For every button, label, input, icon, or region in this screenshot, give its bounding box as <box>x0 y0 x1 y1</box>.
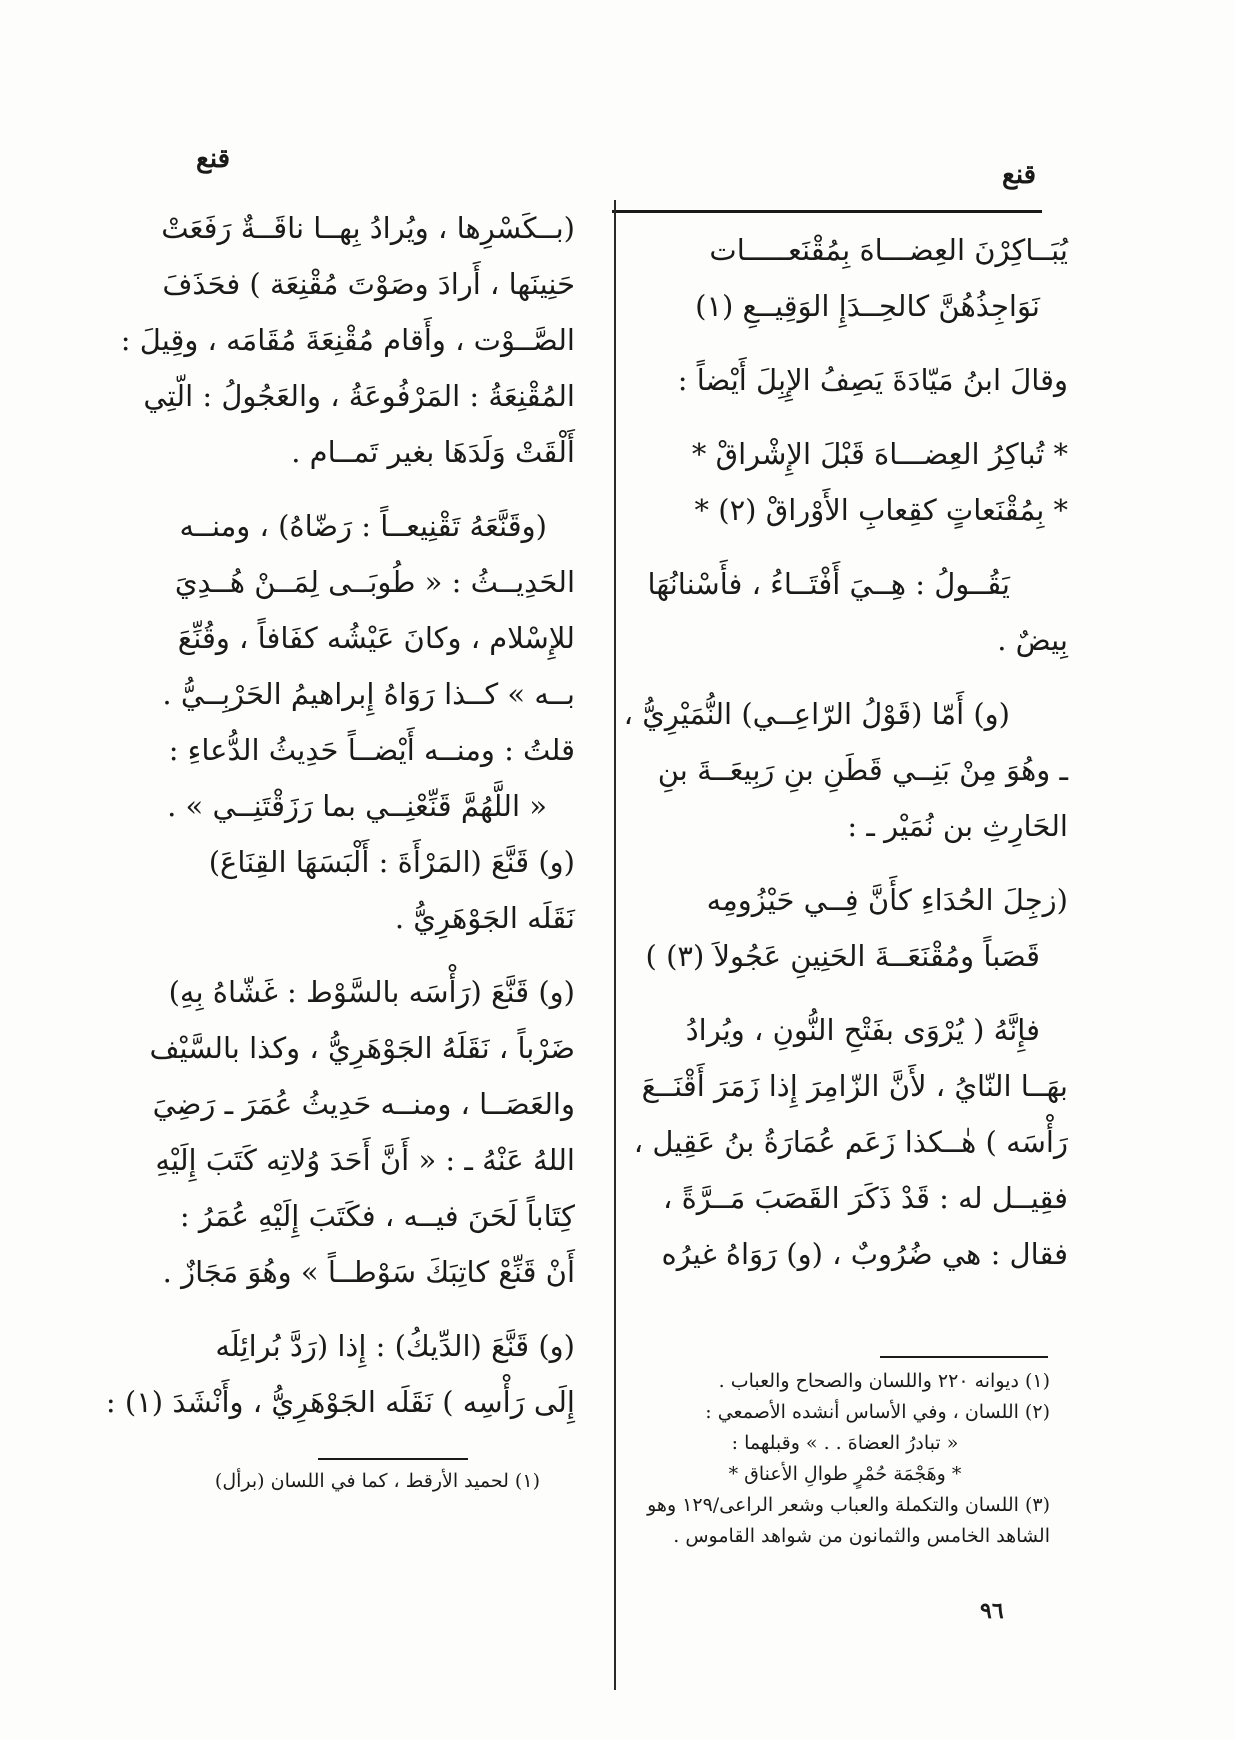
text-line: بــه » كــذا رَوَاهُ إِبراهيمُ الحَرْبِــيُّ . <box>162 677 575 711</box>
text-line: رَأْسَه ) هٰــكذا زَعَم عُمَارَةُ بنُ عَقِيل ، <box>633 1125 1068 1159</box>
footnote-line: (٣) اللسان والتكملة والعباب وشعر الراعى/١٢٩ وهو <box>647 1494 1050 1516</box>
text-line: الحَارِثِ بن نُمَيْر ـ : <box>847 809 1068 843</box>
footnote-line: * وهَجْمَة حُمْرٍ طوالِ الأعناق * <box>728 1463 962 1485</box>
left-footnotes <box>180 1466 540 1497</box>
text-line: فقِيــل له : قَدْ ذَكَرَ القَصَبَ مَــرَّةً ، <box>663 1181 1068 1215</box>
text-line: والعَصَــا ، ومنــه حَدِيثُ عُمَرَ ـ رَضِيَ <box>152 1087 575 1121</box>
footnote-line: الشاهد الخامس والثمانون من شواهد القاموس . <box>673 1525 1050 1547</box>
text-line: اللهُ عَنْهُ ـ : « أَنَّ أَحَدَ وُلاتِه كَتَبَ إِلَيْهِ <box>155 1143 575 1177</box>
footnote-line: (١) ديوانه ٢٢٠ واللسان والصحاح والعباب . <box>718 1370 1050 1392</box>
right-footnotes <box>640 1366 1050 1552</box>
header-rule <box>612 210 1042 213</box>
text-line: الحَدِيــثُ : « طُوبَــى لِمَــنْ هُــدِيَ <box>174 565 575 599</box>
left-column <box>105 200 575 1430</box>
page-number: ٩٦ <box>980 1598 1004 1624</box>
text-line: أَنْ قَنِّعْ كاتِبَكَ سَوْطــاً » وهُوَ مَجَازٌ . <box>162 1255 575 1289</box>
text-line: « اللَّهُمَّ قَنِّعْنِــي بما رَزَقْتَنِــي » . <box>167 789 547 823</box>
header-right-word: قنع <box>1002 160 1037 190</box>
text-line: بهَــا النّايُ ، لأَنَّ الزّامِرَ إِذا زَمَرَ أَقْنَــعَ <box>641 1069 1068 1103</box>
text-line: (و) قَنَّعَ (رَأْسَه بالسَّوْط : غَشّاهُ بِهِ) <box>168 975 575 1009</box>
text-line: يُبَــاكِرْنَ العِضـــاهَ بِمُقْنَعـــــات <box>709 233 1068 267</box>
text-line: المُقْنِعَةُ : المَرْفُوعَةُ ، والعَجُولُ : الّتِي <box>143 379 575 413</box>
text-line: فإِنَّهُ ( يُرْوَى بفَتْحِ النُّونِ ، ويُرادُ <box>685 1013 1040 1047</box>
text-line: نَوَاجِذُهُنَّ كالحِــدَإِ الوَقِيــعِ (١) <box>695 289 1040 323</box>
text-line: كِتَاباً لَحَنَ فيــه ، فكَتَبَ إِلَيْهِ عُمَرُ : <box>179 1199 575 1233</box>
verse-line: * تُباكِرُ العِضـــاهَ قَبْلَ الإِشْراقْ * <box>691 437 1068 471</box>
footnote-line: « تبادرُ العضاهَ . . » وقبلهما : <box>731 1432 959 1454</box>
verse-line: (زجِلَ الحُدَاءِ كأَنَّ فِــي حَيْزُومِه <box>706 883 1068 917</box>
text-line: قلتُ : ومنــه أَيْضــاً حَدِيثُ الدُّعاءِ : <box>168 733 575 767</box>
text-line: حَنِينَها ، أَرادَ وصَوْتَ مُقْنِعَة ) فحَذَفَ <box>162 267 575 301</box>
text-line: (و) أَمّا (قَوْلُ الرّاعِــي) النُّمَيْرِيُّ ، <box>623 697 1010 731</box>
text-line: (وقَنَّعَهُ تَقْنِيعــاً : رَضّاهُ) ، ومنــه <box>179 509 547 543</box>
text-line: أَلْقَتْ وَلَدَهَا بغير تَمــام . <box>291 435 575 469</box>
text-line: نَقَلَه الجَوْهَرِيُّ . <box>394 901 575 935</box>
text-line: وقالَ ابنُ مَيّادَةَ يَصِفُ الإِبِلَ أَيْضاً : <box>677 363 1068 397</box>
text-line: يَقُــولُ : هِــيَ أَفْتَــاءُ ، فأَسْنانُهَا <box>647 567 1010 601</box>
text-line: فقال : هي ضُرُوبٌ ، (و) رَوَاهُ غيرُه <box>661 1237 1068 1271</box>
verse-line: قَصَباً ومُقْنَعَــةَ الحَنِينِ عَجُولاَ (٣) ) <box>645 939 1040 973</box>
footnote-rule <box>318 1458 468 1460</box>
footnote-line: (١) لحميد الأرقط ، كما في اللسان (برأل) <box>214 1470 540 1492</box>
right-column <box>623 222 1068 1282</box>
text-line: (و) قَنَّعَ (المَرْأَةَ : أَلْبَسَهَا القِنَاعَ) <box>208 845 575 879</box>
text-line: (بــكَسْرِها ، ويُرادُ بِهــا ناقَــةٌ رَفَعَتْ <box>161 211 575 245</box>
text-line: إِلَى رَأْسِه ) نَقَلَه الجَوْهَرِيُّ ، وأَنْشَدَ (١) : <box>105 1385 575 1419</box>
footnote-rule <box>880 1356 1048 1358</box>
header-left-word: قنع <box>196 144 231 174</box>
footnote-line: (٢) اللسان ، وفي الأساس أنشده الأصمعي : <box>705 1401 1050 1423</box>
verse-line: * بِمُقْنَعاتٍ كقِعابِ الأَوْراقْ (٢) * <box>694 493 1068 527</box>
text-line: بِيضٌ . <box>997 623 1068 657</box>
text-line: (و) قَنَّعَ (الدِّيكُ) : إِذا (رَدَّ بُرائِلَه <box>215 1329 575 1363</box>
text-line: للإِسْلام ، وكانَ عَيْشُه كفَافاً ، وقُنِّعَ <box>177 621 575 655</box>
text-line: الصَّــوْت ، وأَقام مُقْنِعَةَ مُقَامَه ، وقِيلَ : <box>120 323 575 357</box>
text-line: ضَرْباً ، نَقَلَهُ الجَوْهَرِيُّ ، وكذا بالسَّيْف <box>149 1031 575 1065</box>
column-divider <box>614 200 616 1690</box>
text-line: ـ وهُوَ مِنْ بَنِــي قَطَنِ بنِ رَبِيعَــةَ بنِ <box>657 753 1068 787</box>
